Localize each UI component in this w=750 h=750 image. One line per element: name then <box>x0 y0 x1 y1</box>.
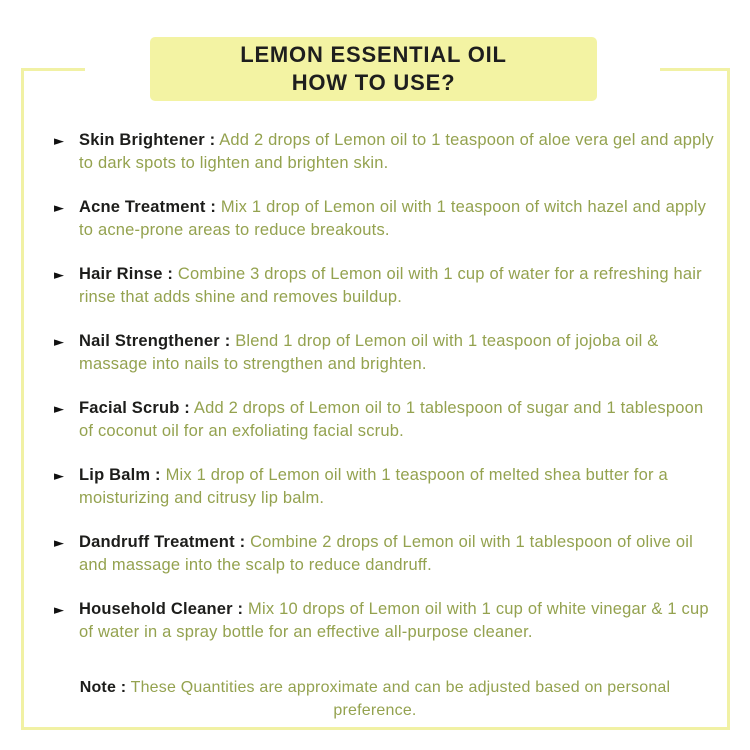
usage-list <box>54 129 720 665</box>
bullet-arrow-icon: ► <box>54 603 64 618</box>
item-description: Blend 1 drop of Lemon oil with 1 teaspoon of jojoba oil & massage into nails to strengthen and brighten. <box>79 332 659 373</box>
item-description: Combine 3 drops of Lemon oil with 1 cup of water for a refreshing hair rinse that adds shine and removes buildup. <box>79 265 702 306</box>
list-item-acne-treatment <box>54 196 720 242</box>
note-label: Note : <box>79 679 127 696</box>
list-item-lip-balm <box>54 464 720 510</box>
list-item-text <box>79 263 720 309</box>
bullet-arrow-icon: ► <box>54 536 64 551</box>
list-item-text <box>79 397 720 443</box>
list-item-text <box>79 464 720 510</box>
bullet-arrow-icon: ► <box>54 268 64 283</box>
list-item-hair-rinse <box>54 263 720 309</box>
list-item-facial-scrub <box>54 397 720 443</box>
header-banner <box>150 37 597 101</box>
bullet-arrow-icon: ► <box>54 469 64 484</box>
page-title-line1: LEMON ESSENTIAL OIL <box>240 42 507 67</box>
item-label: Hair Rinse : <box>79 265 174 283</box>
list-item-text <box>79 531 720 577</box>
page-title-line2: HOW TO USE? <box>291 70 456 95</box>
footer-note <box>55 676 695 722</box>
list-item-nail-strengthener <box>54 330 720 376</box>
item-description: Add 2 drops of Lemon oil to 1 teaspoon of aloe vera gel and apply to dark spots to lighten and brighten skin. <box>79 131 714 172</box>
item-label: Skin Brightener : <box>79 131 216 149</box>
list-item-text <box>79 196 720 242</box>
bullet-arrow-icon: ► <box>54 134 64 149</box>
note-text: These Quantities are approximate and can be adjusted based on personal preference. <box>130 679 671 719</box>
bullet-arrow-icon: ► <box>54 335 64 350</box>
item-label: Acne Treatment : <box>79 198 217 216</box>
bullet-arrow-icon: ► <box>54 402 64 417</box>
list-item-text <box>79 129 720 175</box>
list-item-skin-brightener <box>54 129 720 175</box>
list-item-text <box>79 330 720 376</box>
item-description: Mix 1 drop of Lemon oil with 1 teaspoon of melted shea butter for a moisturizing and citrusy lip balm. <box>79 466 668 507</box>
item-label: Lip Balm : <box>79 466 161 484</box>
list-item-household-cleaner <box>54 598 720 644</box>
item-description: Mix 1 drop of Lemon oil with 1 teaspoon of witch hazel and apply to acne-prone areas to reduce breakouts. <box>79 198 707 239</box>
item-description: Add 2 drops of Lemon oil to 1 tablespoon of sugar and 1 tablespoon of coconut oil for an exfoliating facial scrub. <box>79 399 704 440</box>
list-item-text <box>79 598 720 644</box>
bullet-arrow-icon: ► <box>54 201 64 216</box>
list-item-dandruff-treatment <box>54 531 720 577</box>
item-label: Facial Scrub : <box>79 399 191 417</box>
item-description: Mix 10 drops of Lemon oil with 1 cup of white vinegar & 1 cup of water in a spray bottle for an effective all-purpose cleaner. <box>79 600 709 641</box>
item-label: Household Cleaner : <box>79 600 244 618</box>
item-description: Combine 2 drops of Lemon oil with 1 tablespoon of olive oil and massage into the scalp to reduce dandruff. <box>79 533 693 574</box>
item-label: Dandruff Treatment : <box>79 533 246 551</box>
item-label: Nail Strengthener : <box>79 332 231 350</box>
